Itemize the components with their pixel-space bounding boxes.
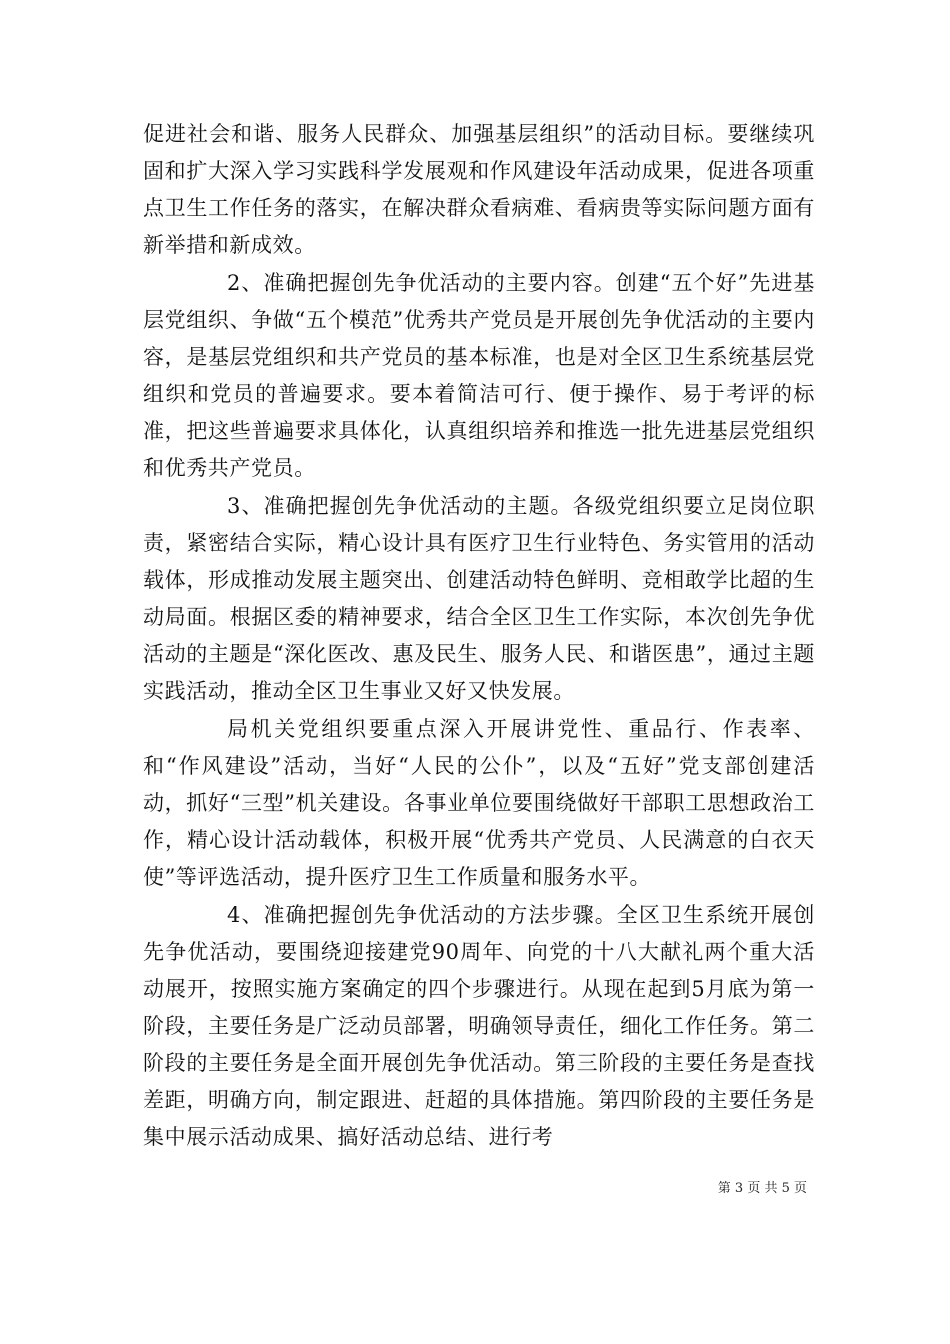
- paragraph-4: 局机关党组织要重点深入开展讲党性、重品行、作表率、和“作风建设”活动，当好“人民的公仆”，以及“五好”党支部创建活动，抓好“三型”机关建设。各事业单位要围绕做好干部职工思想政治工作，精心设计活动载体，积极开展“优秀共产党员、人民满意的白衣天使”等评选活动，提升医疗卫生工作质量和服务水平。: [143, 717, 815, 889]
- document-body: [143, 116, 815, 1157]
- paragraph-5: 4、准确把握创先争优活动的方法步骤。全区卫生系统开展创先争优活动，要围绕迎接建党90周年、向党的十八大献礼两个重大活动展开，按照实施方案确定的四个步骤进行。从现在起到5月底为第一阶段，主要任务是广泛动员部署，明确领导责任，细化工作任务。第二阶段的主要任务是全面开展创先争优活动。第三阶段的主要任务是查找差距，明确方向，制定跟进、赶超的具体措施。第四阶段的主要任务是集中展示活动成果、搞好活动总结、进行考: [143, 903, 815, 1149]
- paragraph-3: 3、准确把握创先争优活动的主题。各级党组织要立足岗位职责，紧密结合实际，精心设计具有医疗卫生行业特色、务实管用的活动载体，形成推动发展主题突出、创建活动特色鲜明、竞相敢学比超的生动局面。根据区委的精神要求，结合全区卫生工作实际，本次创先争优活动的主题是“深化医改、惠及民生、服务人民、和谐医患”，通过主题实践活动，推动全区卫生事业又好又快发展。: [143, 494, 815, 703]
- paragraph-1: 促进社会和谐、服务人民群众、加强基层组织”的活动目标。要继续巩固和扩大深入学习实践科学发展观和作风建设年活动成果，促进各项重点卫生工作任务的落实，在解决群众看病难、看病贵等实际问题方面有新举措和新成效。: [143, 122, 815, 257]
- paragraph-2: 2、准确把握创先争优活动的主要内容。创建“五个好”先进基层党组织、争做“五个模范”优秀共产党员是开展创先争优活动的主要内容，是基层党组织和共产党员的基本标准，也是对全区卫生系统基层党组织和党员的普遍要求。要本着简洁可行、便于操作、易于考评的标准，把这些普遍要求具体化，认真组织培养和推选一批先进基层党组织和优秀共产党员。: [143, 271, 815, 480]
- page-number: 第 3 页 共 5 页: [717, 1181, 807, 1196]
